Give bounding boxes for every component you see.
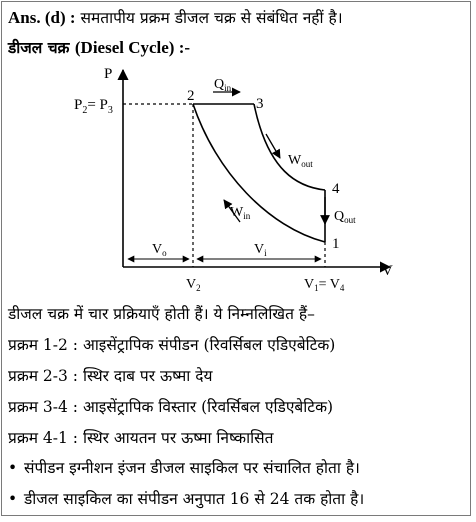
- point-4-label: 4: [332, 181, 340, 197]
- bullet-text: डीजल साइकिल का संपीडन अनुपात 16 से 24 तक होता है।: [24, 490, 365, 508]
- vi-label: $V_i$: [254, 242, 267, 258]
- answer-text: समतापीय प्रक्रम डीजल चक्र से संबंधित नहीं है।: [80, 9, 343, 27]
- p-equals: = P: [87, 97, 108, 113]
- p2-sub: 2: [82, 105, 88, 116]
- section-heading: [8, 38, 190, 58]
- v2-label: $V_2$: [186, 277, 201, 292]
- heading-english: (Diesel Cycle) :-: [74, 38, 191, 57]
- w-in-label: $W_{in}$: [230, 205, 251, 221]
- intro-line: डीजल चक्र में चार प्रक्रियाएँ होती हैं। ये निम्नलिखित हैं–: [8, 305, 315, 323]
- v-axis-label: V: [382, 263, 393, 279]
- answer-card: [1, 1, 471, 516]
- q-in-label: $Q_{in}$: [214, 77, 232, 93]
- p3-sub: 3: [107, 105, 113, 116]
- bullet-icon: •: [8, 459, 18, 477]
- bullet-item: [8, 458, 360, 478]
- answer-tag: Ans. (d) :: [8, 8, 76, 27]
- process-1-2-line: प्रक्रम 1-2 : आइसेंट्रापिक संपीडन (रिवर्सिबल एडिएबेटिक): [8, 336, 336, 354]
- answer-line: [8, 8, 343, 28]
- process-3-4-text: प्रक्रम 3-4 : आइसेंट्रापिक विस्तार (रिवर्सिबल एडिएबेटिक): [8, 398, 334, 416]
- point-2-label: 2: [187, 88, 195, 104]
- bullet-text: संपीडन इग्नीशन इंजन डीजल साइकिल पर संचालित होता है।: [24, 459, 360, 477]
- q-out-label: $Q_{out}$: [334, 209, 356, 225]
- point-3-label: 3: [256, 96, 264, 112]
- v1-v4-label: $V_1= V_4$: [304, 277, 345, 292]
- process-3-4-curve: [254, 104, 325, 190]
- bullet-item: [8, 489, 364, 509]
- pv-diagram: [68, 62, 398, 292]
- p2-p3-label: [74, 97, 113, 116]
- vo-label: $V_o$: [152, 242, 167, 258]
- p2-letter: P: [74, 97, 83, 113]
- point-1-label: 1: [332, 236, 340, 252]
- heading-hindi: डीजल चक्र: [8, 38, 70, 57]
- p-axis-label: P: [104, 66, 113, 82]
- bullet-icon: •: [8, 490, 18, 508]
- process-4-1-text: प्रक्रम 4-1 : स्थिर आयतन पर ऊष्मा निष्कासित: [8, 429, 274, 447]
- process-2-3-text: प्रक्रम 2-3 : स्थिर दाब पर ऊष्मा देय: [8, 367, 213, 385]
- w-out-label: $W_{out}$: [288, 153, 313, 169]
